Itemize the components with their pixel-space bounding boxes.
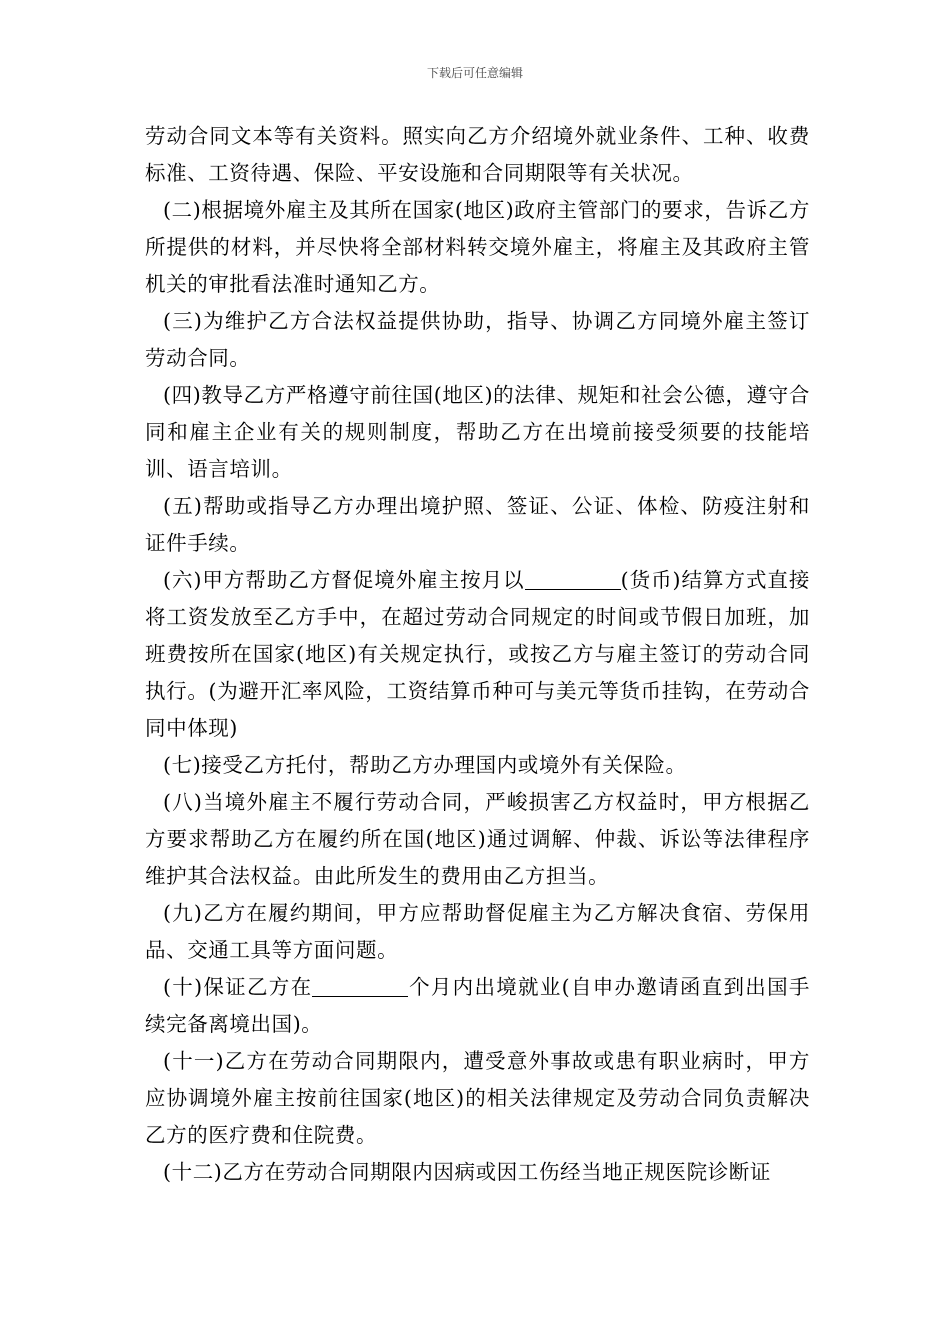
paragraph-clause-11: (十一)乙方在劳动合同期限内，遭受意外事故或患有职业病时，甲方应协调境外雇主按前往国家(地区)的相关法律规定及劳动合同负责解决乙方的医疗费和住院费。 — [145, 1049, 810, 1147]
paragraph-clause-6 — [145, 562, 810, 747]
paragraph-clause-10 — [145, 969, 810, 1043]
paragraph-clause-4: (四)教导乙方严格遵守前往国(地区)的法律、规矩和社会公德，遵守合同和雇主企业有关的规则制度，帮助乙方在出境前接受须要的技能培训、语言培训。 — [145, 383, 810, 481]
clause-6-text-before-blank: (六)甲方帮助乙方督促境外雇主按月以 — [163, 568, 525, 592]
clause-10-text-after-blank: 个月内出境就业(自申办邀请函直到出国手续完备离境出国)。 — [145, 975, 810, 1036]
paragraph-clause-3: (三)为维护乙方合法权益提供协助，指导、协调乙方同境外雇主签订劳动合同。 — [145, 309, 810, 370]
paragraph-clause-2: (二)根据境外雇主及其所在国家(地区)政府主管部门的要求，告诉乙方所提供的材料，并尽快将全部材料转交境外雇主，将雇主及其政府主管机关的审批看法准时通知乙方。 — [145, 198, 810, 296]
page-header: 下载后可任意编辑 — [426, 66, 523, 80]
paragraph-clause-7: (七)接受乙方托付，帮助乙方办理国内或境外有关保险。 — [163, 753, 687, 777]
currency-fill-in-blank[interactable] — [525, 567, 621, 590]
paragraph-clause-5: (五)帮助或指导乙方办理出境护照、签证、公证、体检、防疫注射和证件手续。 — [145, 494, 810, 555]
months-fill-in-blank[interactable] — [312, 974, 408, 997]
document-body — [145, 118, 810, 1191]
paragraph-continuation: 劳动合同文本等有关资料。照实向乙方介绍境外就业条件、工种、收费标准、工资待遇、保险、平安设施和合同期限等有关状况。 — [145, 124, 810, 185]
clause-6-text-after-blank: (货币)结算方式直接将工资发放至乙方手中，在超过劳动合同规定的时间或节假日加班，加班费按所在国家(地区)有关规定执行，或按乙方与雇主签订的劳动合同执行。(为避开汇率风险，工资结算币种可与美元等货币挂钩，在劳动合同中体现) — [145, 568, 811, 740]
paragraph-clause-12: (十二)乙方在劳动合同期限内因病或因工伤经当地正规医院诊断证 — [163, 1160, 771, 1184]
paragraph-clause-9: (九)乙方在履约期间，甲方应帮助督促雇主为乙方解决食宿、劳保用品、交通工具等方面问题。 — [145, 901, 810, 962]
paragraph-clause-8: (八)当境外雇主不履行劳动合同，严峻损害乙方权益时，甲方根据乙方要求帮助乙方在履约所在国(地区)通过调解、仲裁、诉讼等法律程序维护其合法权益。由此所发生的费用由乙方担当。 — [145, 790, 810, 888]
clause-10-text-before-blank: (十)保证乙方在 — [163, 975, 313, 999]
